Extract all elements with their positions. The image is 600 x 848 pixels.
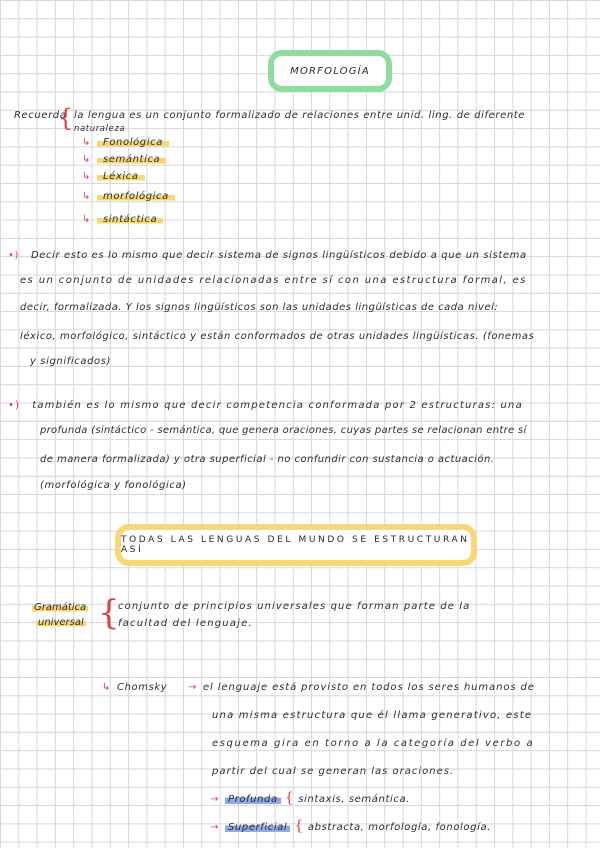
brace-icon: { bbox=[58, 104, 74, 132]
page-title-text: MORFOLOGÍA bbox=[290, 65, 370, 77]
chomsky-line-4: partir del cual se generan las oraciones. bbox=[212, 766, 455, 777]
paragraph-2-line-2: profunda (sintáctico - semántica, que genera oraciones, cuyas partes se relacionan entre sí bbox=[40, 425, 527, 436]
paragraph-1-line-3: decir, formalizada. Y los signos lingüísticos son las unidades lingüísticas de cada nivel: bbox=[20, 302, 499, 313]
brace-icon: { bbox=[294, 818, 304, 834]
recuerda-item-3 bbox=[82, 171, 145, 182]
recuerda-item-label: Léxica bbox=[97, 171, 145, 182]
recuerda-item-4 bbox=[82, 191, 175, 202]
profunda-text: sintaxis, semántica. bbox=[298, 794, 410, 805]
profunda-label: Profunda bbox=[225, 794, 281, 805]
paragraph-1-line-4: léxico, morfológico, sintáctico y están conformados de otras unidades lingüísticas. (fonemas bbox=[20, 331, 535, 342]
arrow-icon: ↳ bbox=[82, 191, 91, 202]
recuerda-item-label: semántica bbox=[97, 154, 166, 165]
gramatica-label-1 bbox=[32, 602, 88, 613]
gramatica-definition-2: facultad del lenguaje. bbox=[118, 618, 253, 629]
right-arrow-icon: → bbox=[188, 682, 197, 693]
paragraph-2-text: también es lo mismo que decir competencia conformada por 2 estructuras: una bbox=[32, 400, 523, 411]
recuerda-item-label: morfológica bbox=[97, 191, 175, 202]
gramatica-label-text: universal bbox=[38, 617, 84, 628]
recuerda-item-1 bbox=[82, 137, 169, 148]
paragraph-1-line-1 bbox=[8, 250, 527, 261]
paragraph-2-line-4: (morfológica y fonológica) bbox=[40, 480, 187, 491]
arrow-icon: ↳ bbox=[102, 682, 111, 693]
recuerda-item-label: sintáctica bbox=[97, 214, 163, 225]
right-arrow-icon: → bbox=[210, 822, 219, 833]
paragraph-1-text: Decir esto es lo mismo que decir sistema de signos lingüísticos debido a que un sistema bbox=[31, 250, 527, 261]
chomsky-label bbox=[102, 682, 167, 693]
bullet-arrow-icon: •) bbox=[8, 250, 19, 261]
superficial-row bbox=[210, 818, 491, 834]
superficial-text: abstracta, morfología, fonología. bbox=[307, 822, 491, 833]
profunda-row bbox=[210, 790, 410, 806]
paragraph-1-line-5: y significados) bbox=[30, 356, 112, 367]
page-title bbox=[268, 50, 392, 92]
recuerda-item-5 bbox=[82, 214, 163, 225]
arrow-icon: ↳ bbox=[82, 214, 91, 225]
recuerda-item-2 bbox=[82, 154, 166, 165]
banner bbox=[115, 524, 477, 566]
right-arrow-icon: → bbox=[210, 794, 219, 805]
brace-icon: { bbox=[284, 790, 295, 806]
recuerda-line-1: la lengua es un conjunto formalizado de relaciones entre unid. ling. de diferente bbox=[74, 110, 526, 121]
paragraph-2-line-1 bbox=[8, 400, 523, 411]
brace-icon: { bbox=[98, 593, 120, 633]
recuerda-item-label: Fonológica bbox=[97, 137, 169, 148]
recuerda-label: Recuerda bbox=[14, 110, 67, 121]
bullet-arrow-icon: •) bbox=[8, 400, 21, 411]
gramatica-label-text: Gramática bbox=[34, 602, 87, 613]
superficial-label: Superficial bbox=[225, 822, 290, 833]
chomsky-line-1 bbox=[188, 682, 535, 693]
gramatica-label-2 bbox=[36, 617, 86, 628]
chomsky-name: Chomsky bbox=[116, 682, 168, 693]
arrow-icon: ↳ bbox=[82, 171, 91, 182]
chomsky-line-3: esquema gira en torno a la categoría del verbo a bbox=[212, 738, 535, 749]
paragraph-1-line-2: es un conjunto de unidades relacionadas entre sí con una estructura formal, es bbox=[20, 275, 527, 286]
chomsky-text: el lenguaje está provisto en todos los seres humanos de bbox=[202, 682, 535, 693]
gramatica-definition-1: conjunto de principios universales que forman parte de la bbox=[118, 601, 471, 612]
recuerda-line-2: naturaleza bbox=[74, 124, 126, 134]
banner-text: TODAS LAS LENGUAS DEL MUNDO SE ESTRUCTURAN ASÍ bbox=[121, 535, 470, 555]
arrow-icon: ↳ bbox=[82, 137, 91, 148]
arrow-icon: ↳ bbox=[82, 154, 91, 165]
chomsky-line-2: una misma estructura que él llama generativo, este bbox=[212, 710, 533, 721]
paragraph-2-line-3: de manera formalizada) y otra superficial - no confundir con sustancia o actuación. bbox=[40, 454, 495, 465]
